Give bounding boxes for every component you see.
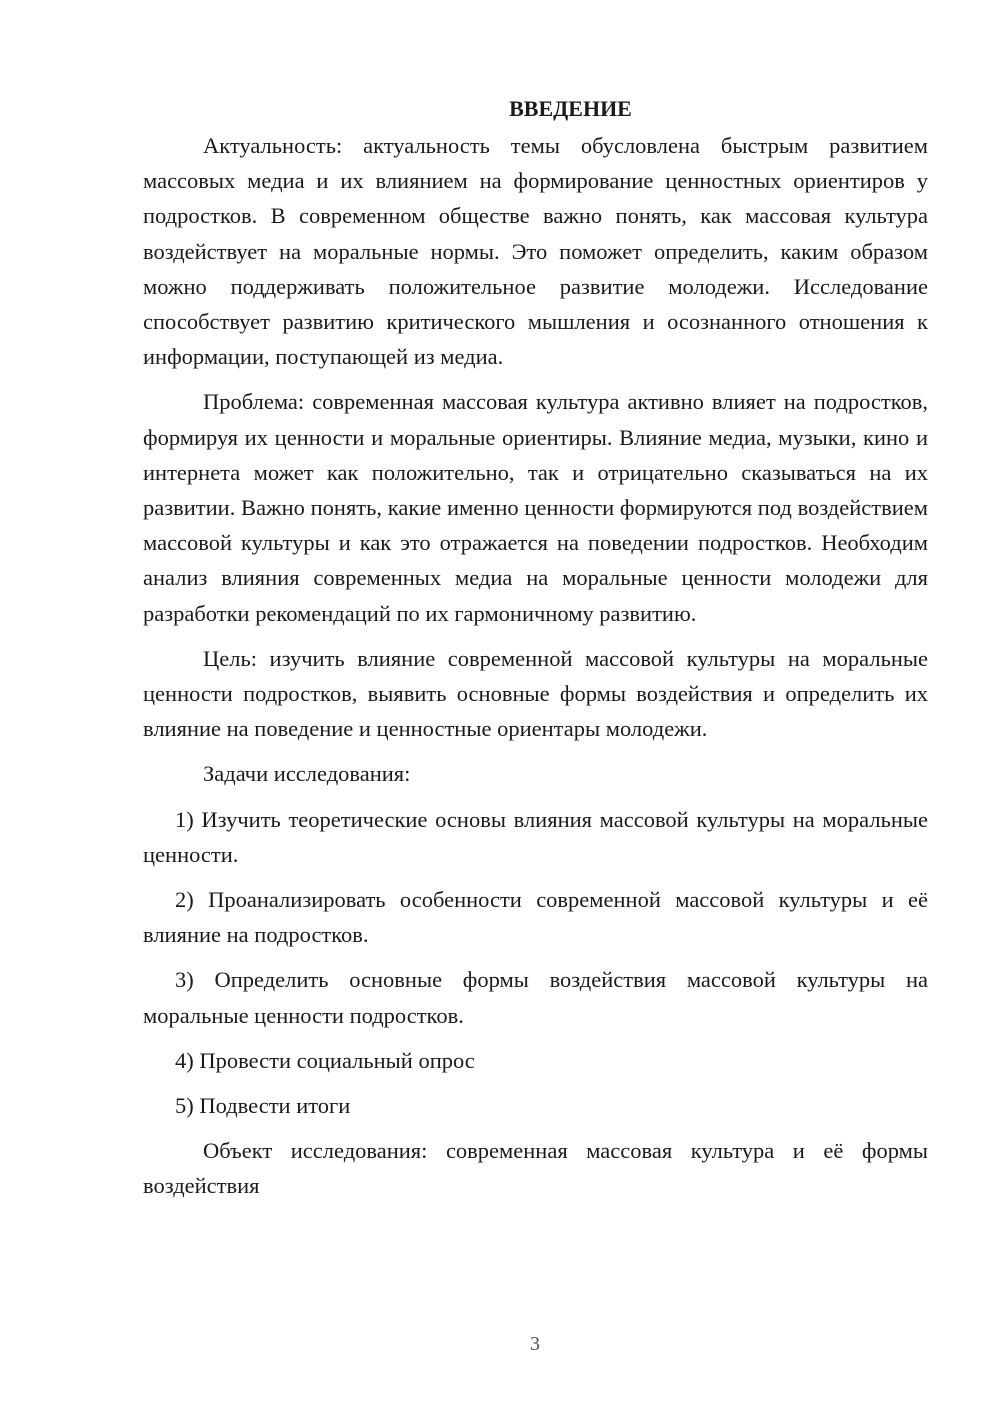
- task-item-2: 2) Проанализировать особенности современной массовой культуры и её влияние на подростков.: [143, 887, 928, 948]
- document-page: [143, 90, 928, 1214]
- task-item-4: 4) Провести социальный опрос: [175, 1047, 475, 1073]
- tasks-title: Задачи исследования:: [203, 761, 411, 787]
- task-item-5: 5) Подвести итоги: [175, 1093, 351, 1119]
- paragraph-relevance: Актуальность: актуальность темы обусловлена быстрым развитием массовых медиа и их влиянием на формирование ценностных ориентиров у подростков. В современном обществе важно понять, как массовая культура воздействует на моральные нормы. Это поможет определить, каким образом можно поддерживать положительное развитие молодежи. Исследование способствует развитию критического мышления и осознанного отношения к информации, поступающей из медиа.: [143, 133, 928, 370]
- task-item-3: 3) Определить основные формы воздействия массовой культуры на моральные ценности подростков.: [143, 967, 928, 1028]
- paragraph-object: Объект исследования: современная массовая культура и её формы воздействия: [143, 1138, 928, 1199]
- paragraph-goal: Цель: изучить влияние современной массовой культуры на моральные ценности подростков, выявить основные формы воздействия и определить их влияние на поведение и ценностные ориентары молодежи.: [143, 645, 928, 742]
- task-item-1: 1) Изучить теоретические основы влияния массовой культуры на моральные ценности.: [143, 806, 928, 867]
- paragraph-problem: Проблема: современная массовая культура активно влияет на подростков, формируя их ценности и моральные ориентиры. Влияние медиа, музыки, кино и интернета может как положительно, так и отрицательно сказываться на их развитии. Важно понять, какие именно ценности формируются под воздействием массовой культуры и как это отражается на поведении подростков. Необходим анализ влияния современных медиа на моральные ценности молодежи для разработки рекомендаций по их гармоничному развитию.: [143, 389, 928, 626]
- page-number: 3: [530, 1333, 540, 1355]
- section-heading: ВВЕДЕНИЕ: [509, 96, 632, 121]
